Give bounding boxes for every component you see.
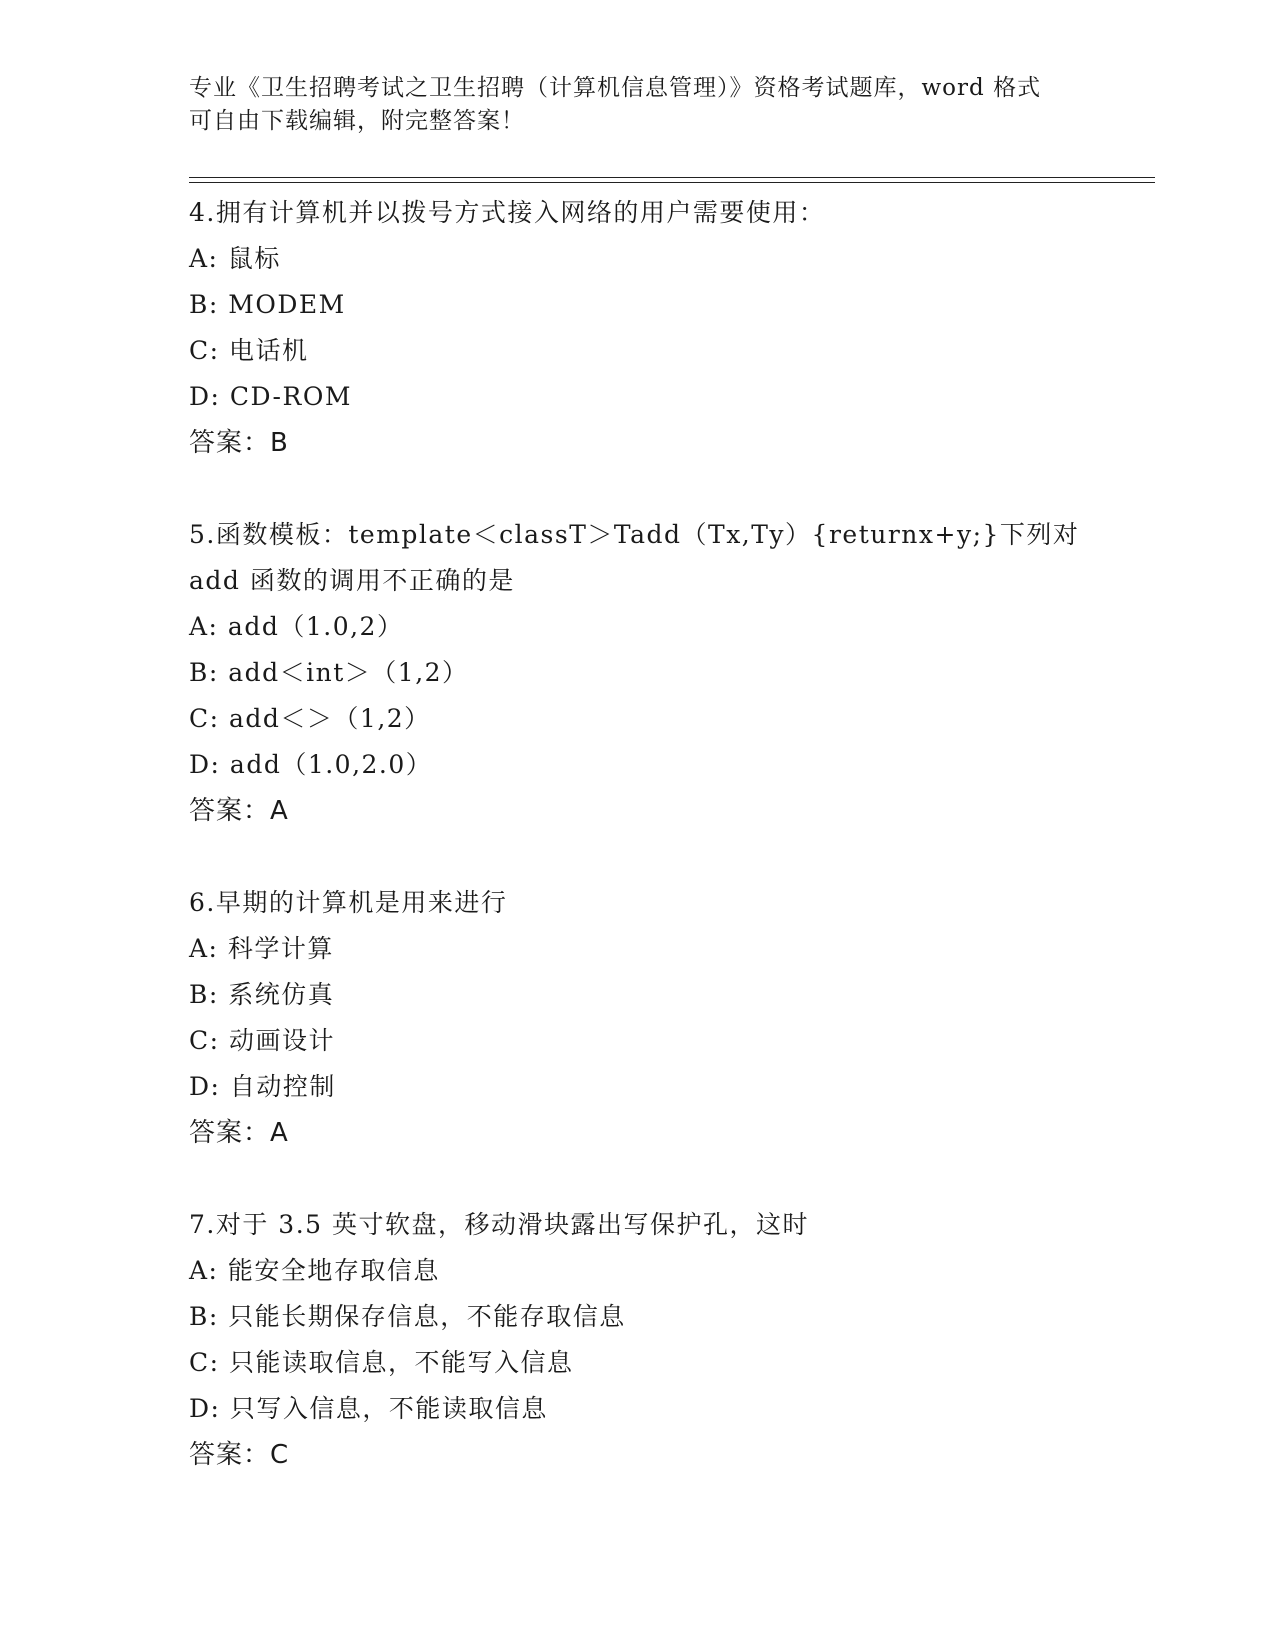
question-text-line-1: 5.函数模板：template＜classT＞Tadd（Tx,Ty）{returnx+y;}下列对 <box>189 520 1080 549</box>
spacer <box>189 466 1129 512</box>
option-c: C: 电话机 <box>189 336 309 365</box>
option-c: C: 只能读取信息，不能写入信息 <box>189 1348 574 1377</box>
question-list <box>189 190 1129 1478</box>
question-6 <box>189 880 1129 1156</box>
option-d: D: add（1.0,2.0） <box>189 750 433 779</box>
answer: 答案：C <box>189 1440 290 1470</box>
option-b: B: 系统仿真 <box>189 980 335 1009</box>
question-7 <box>189 1202 1129 1478</box>
option-a: A: 能安全地存取信息 <box>189 1256 440 1285</box>
document-header <box>189 72 1069 138</box>
header-line-1: 专业《卫生招聘考试之卫生招聘（计算机信息管理）》资格考试题库，word 格式 <box>189 75 1042 101</box>
option-d: D: 只写入信息，不能读取信息 <box>189 1394 548 1423</box>
question-text: 6.早期的计算机是用来进行 <box>189 888 508 917</box>
answer: 答案：A <box>189 796 289 826</box>
option-b: B: 只能长期保存信息，不能存取信息 <box>189 1302 626 1331</box>
spacer <box>189 1156 1129 1202</box>
option-a: A: 鼠标 <box>189 244 281 273</box>
question-text-line-2: add 函数的调用不正确的是 <box>189 566 515 595</box>
header-divider-top <box>189 177 1155 178</box>
question-text: 7.对于 3.5 英寸软盘，移动滑块露出写保护孔，这时 <box>189 1210 810 1239</box>
header-line-2: 可自由下载编辑，附完整答案！ <box>189 108 525 134</box>
option-b: B: MODEM <box>189 290 346 319</box>
header-divider-bottom <box>189 182 1155 183</box>
option-a: A: add（1.0,2） <box>189 612 404 641</box>
spacer <box>189 834 1129 880</box>
option-d: D: CD-ROM <box>189 382 352 411</box>
option-d: D: 自动控制 <box>189 1072 336 1101</box>
option-a: A: 科学计算 <box>189 934 334 963</box>
question-4 <box>189 190 1129 466</box>
answer: 答案：B <box>189 428 289 458</box>
answer: 答案：A <box>189 1118 289 1148</box>
option-c: C: add＜＞（1,2） <box>189 704 431 733</box>
question-5 <box>189 512 1129 834</box>
option-b: B: add＜int＞（1,2） <box>189 658 469 687</box>
question-text: 4.拥有计算机并以拨号方式接入网络的用户需要使用： <box>189 198 826 227</box>
option-c: C: 动画设计 <box>189 1026 335 1055</box>
